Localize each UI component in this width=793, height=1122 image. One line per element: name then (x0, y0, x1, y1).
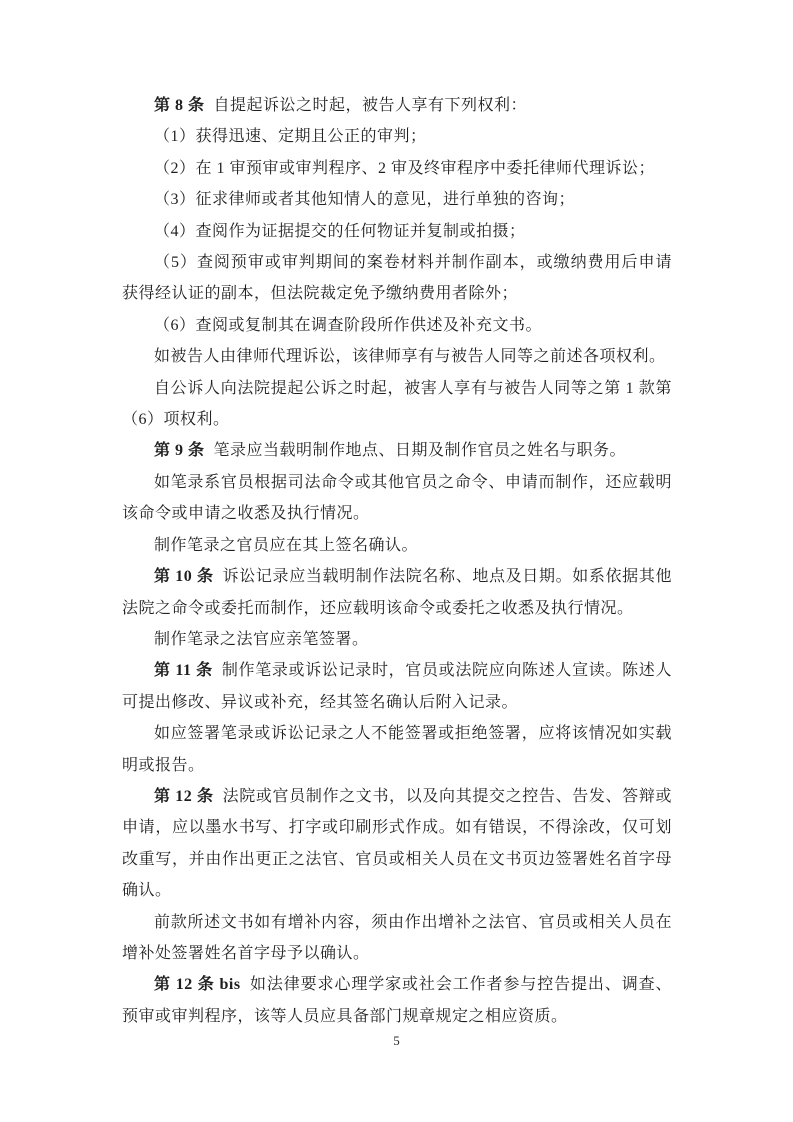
paragraph-text: （1）获得迅速、定期且公正的审判； (154, 128, 427, 146)
document-body (122, 90, 672, 1032)
paragraph-text: 如法律要求心理学家或社会工作者参与控告提出、调查、预审或审判程序，该等人员应具备部门规章规定之相应资质。 (122, 976, 672, 1025)
paragraph-text: （5）查阅预审或审判期间的案卷材料并制作副本，或缴纳费用后申请获得经认证的副本，但法院裁定免予缴纳费用者除外； (122, 254, 672, 303)
paragraph-text: 自提起诉讼之时起，被告人享有下列权利： (213, 97, 528, 114)
page-footer (0, 1033, 793, 1049)
paragraph (122, 310, 672, 341)
paragraph-text: 法院或官员制作之文书，以及向其提交之控告、告发、答辩或申请，应以墨水书写、打字或印刷形式作成。如有错误，不得涂改，仅可划改重写，并由作出更正之法官、官员或相关人员在文书页边签署姓名首字母确认。 (122, 787, 672, 900)
paragraph-text: 诉讼记录应当载明制作法院名称、地点及日期。如系依据其他法院之命令或委托而制作，还应载明该命令或委托之收悉及执行情况。 (122, 568, 672, 617)
paragraph-text: 制作笔录或诉讼记录时，官员或法院应向陈述人宣读。陈述人可提出修改、异议或补充，经其签名确认后附入记录。 (122, 662, 672, 711)
paragraph-text: （3）征求律师或者其他知情人的意见，进行单独的咨询； (154, 191, 576, 209)
paragraph-text: 制作笔录之官员应在其上签名确认。 (154, 536, 419, 554)
paragraph-text: （4）查阅作为证据提交的任何物证并复制或拍摄； (154, 222, 526, 240)
paragraph (122, 435, 672, 466)
paragraph (122, 247, 672, 310)
article-number: 第 11 条 (154, 662, 213, 680)
paragraph-text: 自公诉人向法院提起公诉之时起，被害人享有与被告人同等之第 1 款第（6）项权利。 (122, 379, 672, 429)
paragraph-text: 如应签署笔录或诉讼记录之人不能签署或拒绝签署，应将该情况如实载明或报告。 (122, 725, 672, 774)
paragraph (122, 655, 672, 718)
paragraph (122, 373, 672, 436)
paragraph-text: 如笔录系官员根据司法命令或其他官员之命令、申请而制作，还应载明该命令或申请之收悉及执行情况。 (122, 473, 672, 523)
page-number: 5 (393, 1033, 400, 1048)
paragraph (122, 561, 672, 624)
paragraph (122, 718, 672, 781)
paragraph-text: 前款所述文书如有增补内容，须由作出增补之法官、官员或相关人员在增补处签署姓名首字母予以确认。 (122, 913, 672, 962)
article-number: 第 12 条 (154, 787, 214, 805)
article-number: 第 9 条 (154, 442, 205, 460)
paragraph (122, 969, 672, 1032)
paragraph (122, 907, 672, 970)
paragraph (122, 184, 672, 215)
paragraph (122, 90, 672, 121)
paragraph-text: 笔录应当载明制作地点、日期及制作官员之姓名与职务。 (213, 442, 627, 460)
paragraph (122, 467, 672, 530)
article-number: 第 8 条 (154, 97, 205, 114)
paragraph (122, 341, 672, 372)
paragraph-text: （2）在 1 审预审或审判程序、2 审及终审程序中委托律师代理诉讼； (154, 159, 656, 177)
paragraph (122, 153, 672, 184)
paragraph-text: （6）查阅或复制其在调查阶段所作供述及补充文书。 (154, 316, 543, 334)
paragraph-text: 如被告人由律师代理诉讼，该律师享有与被告人同等之前述各项权利。 (154, 348, 666, 366)
paragraph (122, 121, 672, 152)
article-number: 第 10 条 (154, 568, 214, 586)
paragraph-text: 制作笔录之法官应亲笔签署。 (154, 630, 369, 648)
paragraph (122, 624, 672, 655)
paragraph (122, 216, 672, 247)
paragraph (122, 530, 672, 561)
article-number: 第 12 条 bis (154, 976, 241, 994)
paragraph (122, 781, 672, 907)
